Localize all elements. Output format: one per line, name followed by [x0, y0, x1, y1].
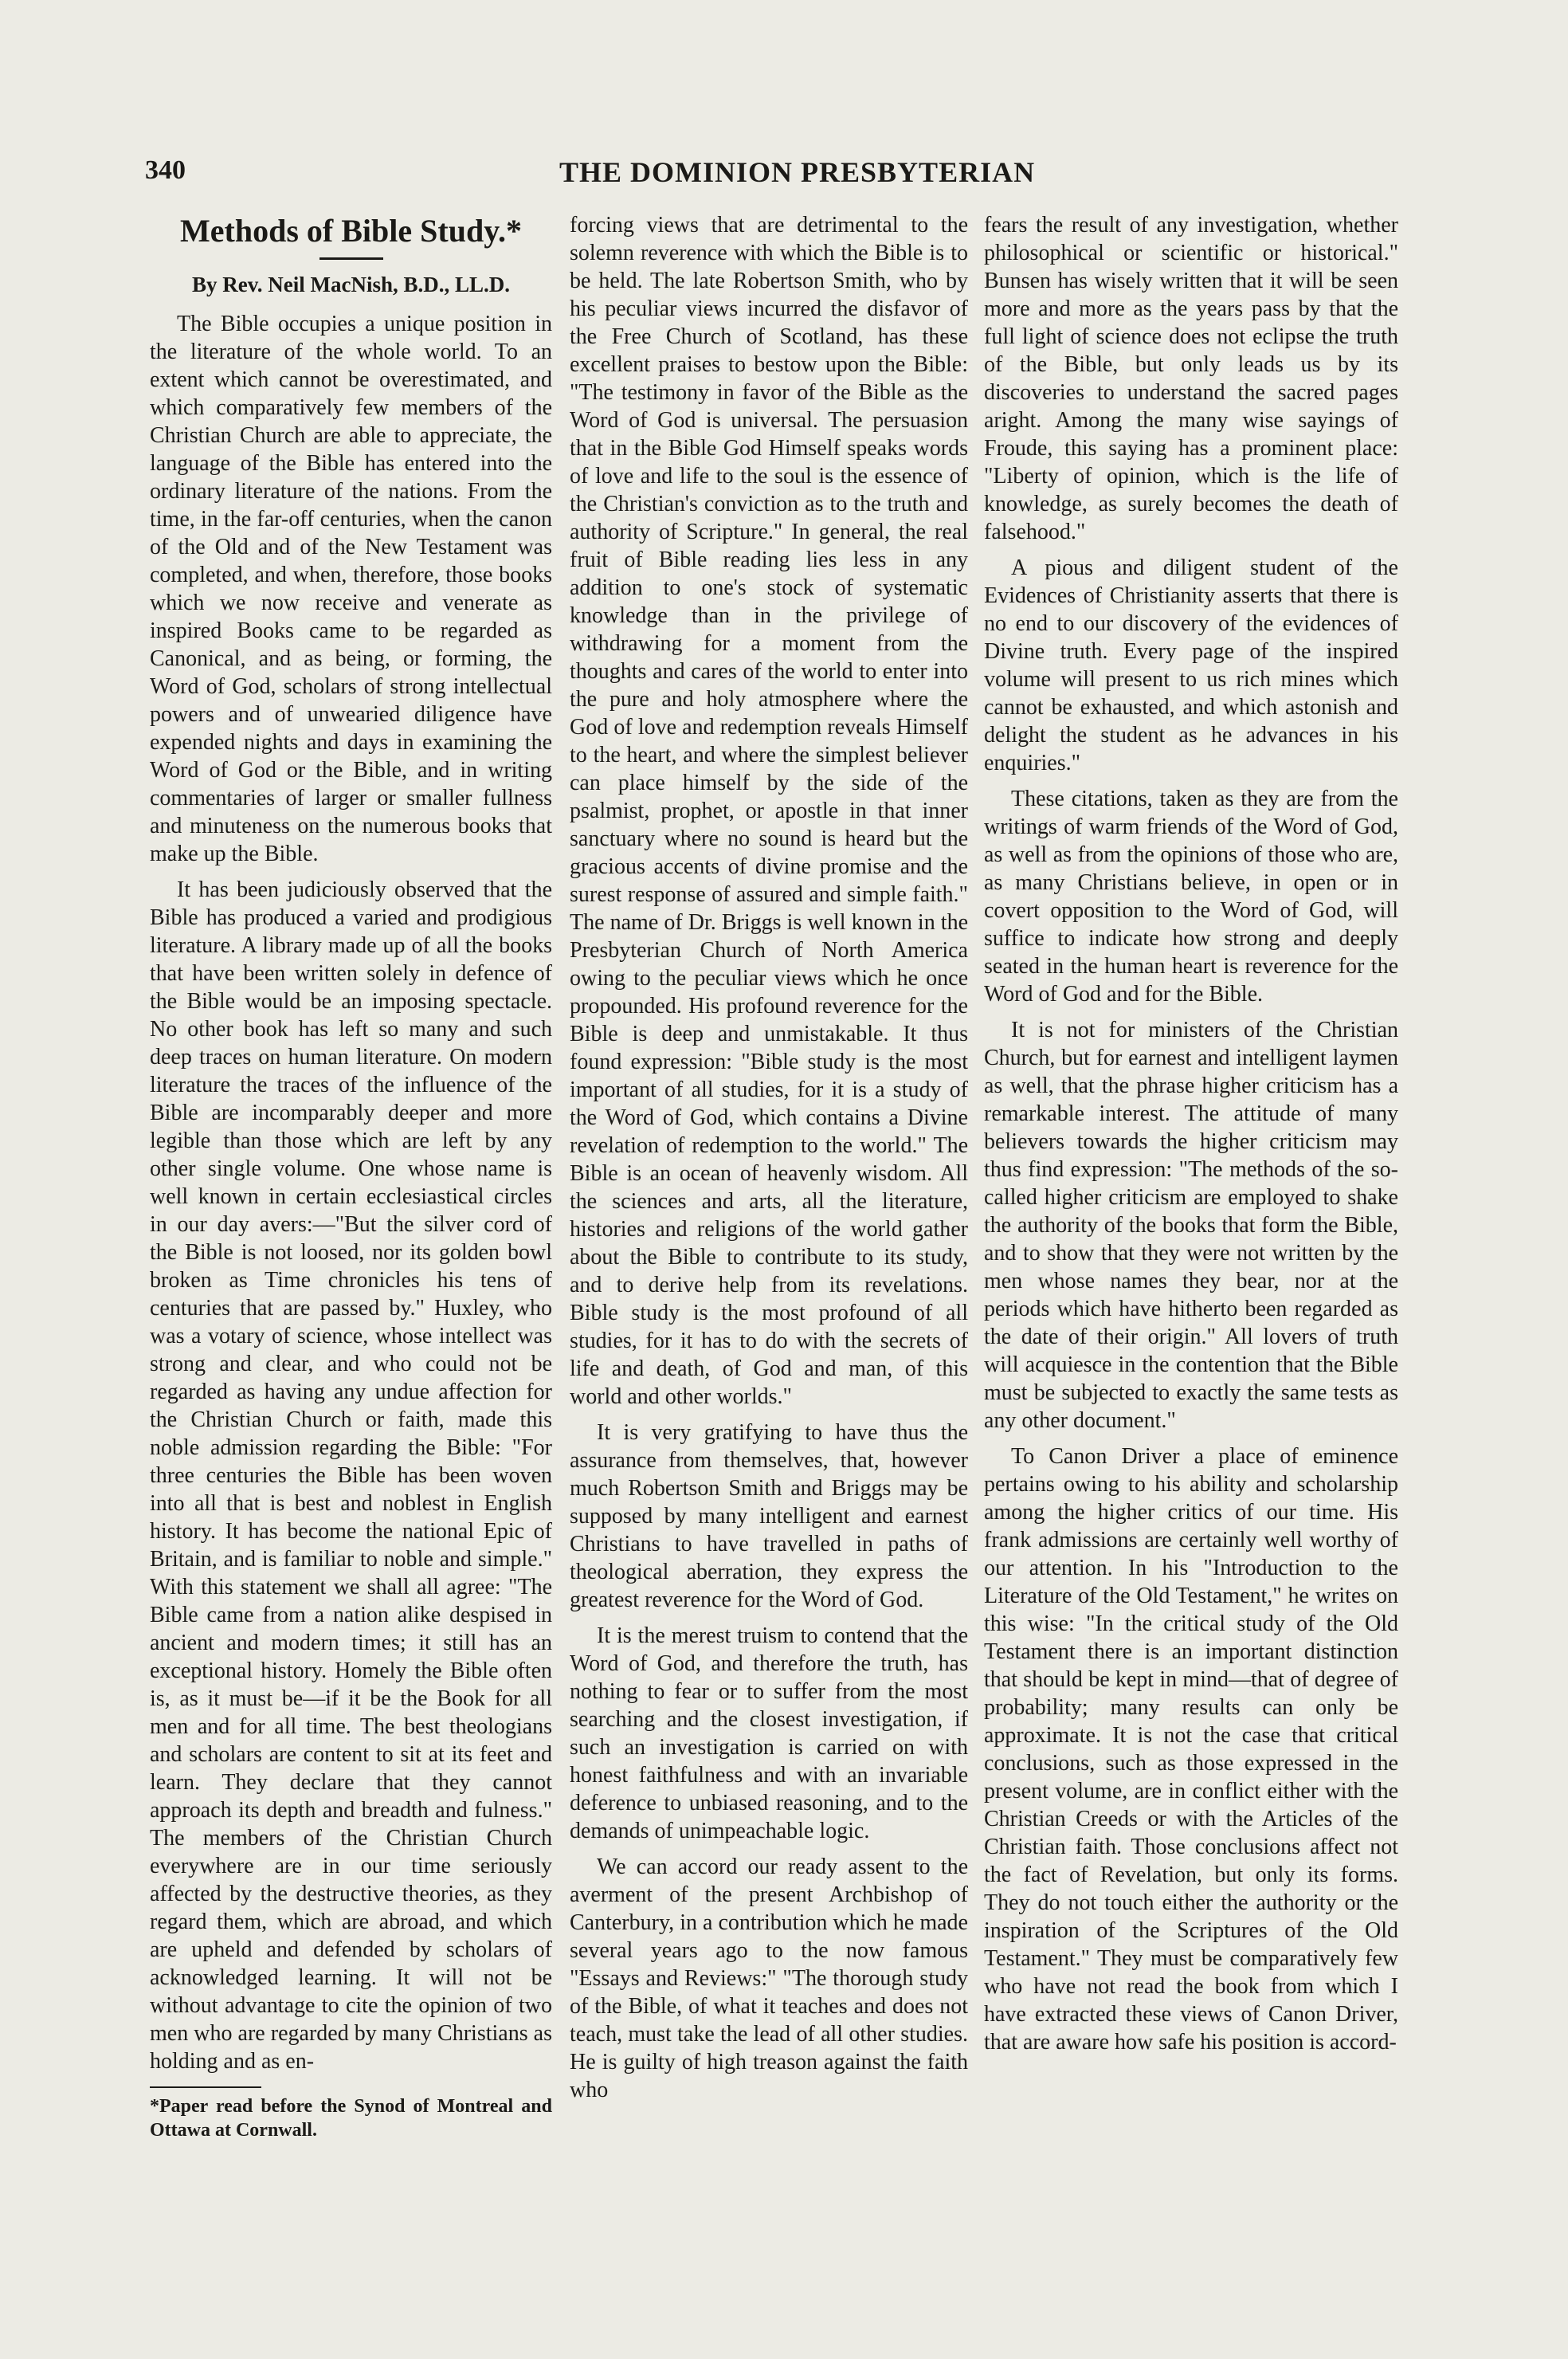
column-1	[150, 211, 552, 2142]
title-rule	[319, 257, 383, 260]
paragraph: These citations, taken as they are from the writings of warm friends of the Word of God, as well as from the opinions of those who are, as many Christians believe, in open or in covert opposition to the Word of God, will suffice to indicate how strong and deeply seated in the human heart is reverence for the Word of God and for the Bible.	[984, 787, 1398, 1007]
article-title: Methods of Bible Study.*	[180, 213, 522, 249]
paragraph: A pious and diligent student of the Evidences of Christianity asserts that there is no end to our discovery of the evidences of Divine truth. Every page of the inspired volume will present to us rich mines which cannot be exhausted, and which astonish and delight the student as he advances in his enquiries."	[984, 555, 1398, 775]
paragraph: It is the merest truism to contend that the Word of God, and therefore the truth, has nothing to fear or to suffer from the most searching and the closest investigation, if such an investigation is carried on with honest faithfulness and with an invariable deference to unbiased reasoning, and to the demands of unimpeachable logic.	[570, 1623, 968, 1843]
page-number: 340	[145, 155, 186, 185]
page-header	[145, 155, 1036, 203]
paragraph: It is very gratifying to have thus the assurance from themselves, that, however much Robertson Smith and Briggs may be supposed by many intelligent and earnest Christians to have travelled in paths of theological aberration, they express the greatest reverence for the Word of God.	[570, 1420, 968, 1612]
paragraph: The Bible occupies a unique position in the literature of the whole world. To an extent which cannot be overestimated, and which comparatively few members of the Christian Church are able to appreciate, the language of the Bible has entered into the ordinary literature of the nations. From the time, in the far-off centuries, when the canon of the Old and of the New Testament was completed, and when, therefore, those books which we now receive and venerate as inspired Books came to be regarded as Canonical, and as being, or forming, the Word of God, scholars of strong intellectual powers and of unwearied diligence have expended nights and days in examining the Word of God or the Bible, and in writing commentaries of larger or smaller fullness and minuteness on the numerous books that make up the Bible.	[150, 312, 552, 866]
paragraph: We can accord our ready assent to the averment of the present Archbishop of Canterbury, in a contribution which he made several years ago to the now famous "Essays and Reviews:" "The thorough study of the Bible, of what it teaches and does not teach, must take the lead of all other studies. He is guilty of high treason against the faith who	[570, 1855, 968, 2102]
paragraph: fears the result of any investigation, whether philosophical or scientific or historical." Bunsen has wisely written that it will be seen more and more as the years pass by that the full light of science does not eclipse the truth of the Bible, but only leads us by its discoveries to understand the sacred pages aright. Among the many wise sayings of Froude, this saying has a prominent place: "Liberty of opinion, which is the life of knowledge, as surely becomes the death of falsehood."	[984, 213, 1398, 544]
footnote-rule	[150, 2086, 261, 2088]
byline: By Rev. Neil MacNish, B.D., LL.D.	[191, 273, 510, 296]
column-2	[570, 211, 968, 2112]
paragraph: It has been judiciously observed that the Bible has produced a varied and prodigious literature. A library made up of all the books that have been written solely in defence of the Bible would be an imposing spectacle. No other book has left so many and such deep traces on human literature. On modern literature the traces of the influence of the Bible are incomparably deeper and more legible than those which are left by any other single volume. One whose name is well known in certain ecclesiastical circles in our day avers:—"But the silver cord of the Bible is not loosed, nor its golden bowl broken as Time chronicles his tens of centuries that are passed by." Huxley, who was a votary of science, whose intellect was strong and clear, and who could not be regarded as having any undue affection for the Christian Church or faith, made this noble admission regarding the Bible: "For three centuries the Bible has been woven into all that is best and noblest in English history. It has become the national Epic of Britain, and is familiar to noble and simple." With this statement we shall all agree: "The Bible came from a nation alike despised in ancient and modern times; it still has an exceptional history. Homely the Bible often is, as it must be—if it be the Book for all men and for all time. The best theologians and scholars are content to sit at its feet and learn. They declare that they cannot approach its depth and breadth and fulness." The members of the Christian Church everywhere are in our time seriously affected by the destructive theories, as they regard them, which are abroad, and which are upheld and defended by scholars of acknowledged learning. It will not be without advantage to cite the opinion of two men who are regarded by many Christians as holding and as en-	[150, 877, 552, 2074]
paragraph: It is not for ministers of the Christian Church, but for earnest and intelligent laymen as well, that the phrase higher criticism has a remarkable interest. The attitude of many believers towards the higher criticism may thus find expression: "The methods of the so-called higher criticism are employed to shake the authority of the books that form the Bible, and to show that they were not written by the men whose names they bear, nor at the periods which have hitherto been regarded as the date of their origin." All lovers of truth will acquiesce in the contention that the Bible must be subjected to exactly the same tests as any other document."	[984, 1018, 1398, 1433]
journal-title: THE DOMINION PRESBYTERIAN	[559, 156, 1036, 188]
paragraph: forcing views that are detrimental to the solemn reverence with which the Bible is to be held. The late Robertson Smith, who by his peculiar views incurred the disfavor of the Free Church of Scotland, has these excellent praises to bestow upon the Bible: "The testimony in favor of the Bible as the Word of God is universal. The persuasion that in the Bible God Himself speaks words of love and life to the soul is the essence of the Christian's conviction as to the truth and authority of Scripture." In general, the real fruit of Bible reading lies less in any addition to one's stock of systematic knowledge than in the privilege of withdrawing for a moment from the thoughts and cares of the world to enter into the pure and holy atmosphere where the God of love and redemption reveals Himself to the heart, and where the simplest believer can place himself by the side of the psalmist, prophet, or apostle in that inner sanctuary where no sound is heard but the gracious accents of divine promise and the surest response of assured and simple faith." The name of Dr. Briggs is well known in the Presbyterian Church of North America owing to the peculiar views which he once propounded. His profound reverence for the Bible is deep and unmistakable. It thus found expression: "Bible study is the most important of all studies, for it is a study of the Word of God, which contains a Divine revelation of redemption to the world." The Bible is an ocean of heavenly wisdom. All the sciences and arts, all the literature, histories and religions of the world gather about the Bible to contribute to its study, and to derive help from its revelations. Bible study is the most profound of all studies, for it has to do with the secrets of life and death, of God and man, of this world and other worlds."	[570, 213, 968, 1409]
paragraph: To Canon Driver a place of eminence pertains owing to his ability and scholarship among the higher critics of our time. His frank admissions are certainly well worthy of our attention. In his "Introduction to the Literature of the Old Testament," he writes on this wise: "In the critical study of the Old Testament there is an important distinction that should be kept in mind—that of degree of probability; many results can only be approximate. It is not the case that critical conclusions, such as those expressed in the present volume, are in conflict either with the Christian Creeds or with the Articles of the Christian faith. Those conclusions affect not the fact of Revelation, but only its forms. They do not touch either the authority or the inspiration of the Scriptures of the Old Testament." They must be comparatively few who have not read the book from which I have extracted these views of Canon Driver, that are aware how safe his position is accord-	[984, 1444, 1398, 2055]
footnote: *Paper read before the Synod of Montreal and Ottawa at Cornwall.	[150, 2096, 552, 2141]
column-3	[984, 211, 1398, 2064]
